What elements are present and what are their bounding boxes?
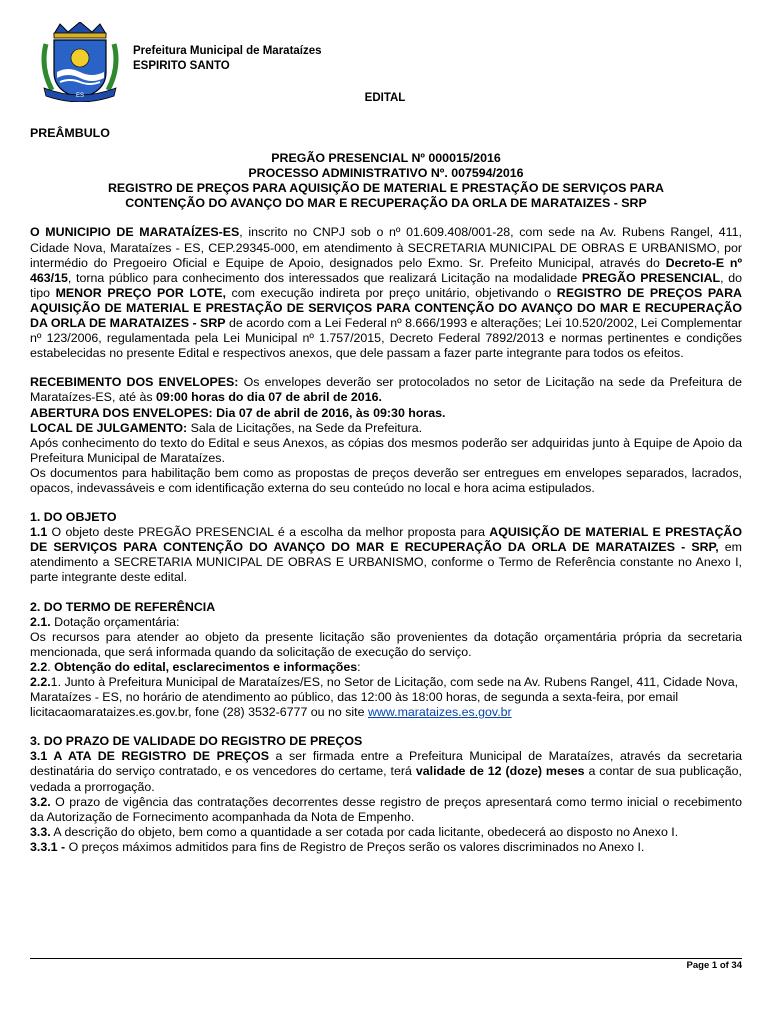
document-body	[30, 126, 742, 855]
section-heading-objeto: 1. DO OBJETO	[30, 510, 117, 525]
page-number: Page 1 of 34	[686, 960, 742, 971]
abertura-paragraph: ABERTURA DOS ENVELOPES: Dia 07 de abril de 2016, às 09:30 horas.	[30, 405, 446, 420]
item-2-2-1: 2.2.1. Junto à Prefeitura Municipal de Marataízes/ES, no Setor de Licitação, com sede na Av. Rubens Rangel, 411, Cidade Nova, Marataízes - ES, no horário de atendimento ao público, das 12:00 às 18:00 horas, de segunda a sexta-feira, por email licitacaomarataizes.es.gov.br, fone (28) 3532-6777 ou no site www.marataizes.es.gov.br	[30, 675, 739, 720]
item-3-3: 3.3. A descrição do objeto, bem como a quantidade a ser cotada por cada licitante, obedecerá ao disposto no Anexo I.	[30, 824, 679, 839]
item-2-2: 2.2. Obtenção do edital, esclarecimentos e informações:	[30, 659, 361, 674]
objeto-paragraph: 1.1 O objeto deste PREGÃO PRESENCIAL é a escolha da melhor proposta para AQUISIÇÃO DE MATERIAL E PRESTAÇÃO DE SERVIÇOS PARA CONTENÇÃO DO AVANÇO DO MAR E RECUPERAÇÃO DA ORLA DE MARATAIZES - SRP, em atendimento a SECRETARIA MUNICIPAL DE OBRAS E URBANISMO, conforme o Termo de Referência constante no Anexo I, parte integrante deste edital.	[30, 525, 742, 585]
title-line: CONTENÇÃO DO AVANÇO DO MAR E RECUPERAÇÃO DA ORLA DE MARATAIZES - SRP	[125, 196, 647, 211]
item-3-2: 3.2. O prazo de vigência das contratações decorrentes desse registro de preços apresentará como termo inicial o recebimento da Autorização de Fornecimento acompanhada da Nota de Empenho.	[30, 794, 742, 824]
svg-text:ES: ES	[75, 93, 85, 99]
item-2-1: 2.1. Dotação orçamentária:	[30, 614, 180, 629]
coat-of-arms-icon	[38, 22, 122, 102]
documentos-paragraph: Os documentos para habilitação bem como as propostas de preços deverão ser entregues em envelopes separados, lacrados, opacos, indevassáveis e com identificação externa do seu conteúdo no local e hora acima estipulados.	[30, 465, 742, 495]
title-line: PROCESSO ADMINISTRATIVO Nº. 007594/2016	[248, 166, 524, 181]
item-3-1: 3.1 A ATA DE REGISTRO DE PREÇOS a ser firmada entre a Prefeitura Municipal de Marataízes, através da secretaria destinatária do serviço contratado, e os vencedores do certame, terá validade de 12 (doze) meses a contar de sua publicação, vedada a prorrogação.	[30, 749, 742, 794]
section-heading-termo: 2. DO TERMO DE REFERÊNCIA	[30, 599, 216, 614]
section-heading-prazo: 3. DO PRAZO DE VALIDADE DO REGISTRO DE PREÇOS	[30, 734, 363, 749]
local-paragraph: LOCAL DE JULGAMENTO: Sala de Licitações, na Sede da Prefeitura.	[30, 420, 423, 435]
org-block	[133, 44, 322, 74]
website-link[interactable]: www.marataizes.es.gov.br	[367, 705, 512, 720]
state-name: ESPIRITO SANTO	[133, 60, 230, 72]
apos-paragraph: Após conhecimento do texto do Edital e seus Anexos, as cópias dos mesmos poderão ser adquiridas junto à Equipe de Apoio da Prefeitura Municipal de Marataízes.	[30, 435, 742, 465]
recebimento-paragraph: RECEBIMENTO DOS ENVELOPES: Os envelopes deverão ser protocolados no setor de Licitação na sede da Prefeitura de Marataízes-ES, até às 09:00 horas do dia 07 de abril de 2016.	[30, 375, 743, 405]
preambulo-paragraph: O MUNICIPIO DE MARATAÍZES-ES, inscrito no CNPJ sob o nº 01.609.408/001-28, com sede na Av. Rubens Rangel, 411, Cidade Nova, Marataízes - ES, CEP.29345-000, em atendimento à SECRETARIA MUNICIPAL DE OBRAS E URBANISMO, por intermédio do Pregoeiro Oficial e Equipe de Apoio, designados pelo Exmo. Sr. Prefeito Municipal, através do Decreto-E nº 463/15, torna público para conhecimento dos interessados que realizará Licitação na modalidade PREGÃO PRESENCIAL, do tipo MENOR PREÇO POR LOTE, com execução indireta por preço unitário, objetivando o REGISTRO DE PREÇOS PARA AQUISIÇÃO DE MATERIAL E PRESTAÇÃO DE SERVIÇOS PARA CONTENÇÃO DO AVANÇO DO MAR E RECUPERAÇÃO DA ORLA DE MARATAIZES - SRP de acordo com a Lei Federal nº 8.666/1993 e alterações; Lei 10.520/2002, Lei Complementar nº 123/2006, regulamentada pela Lei Municipal nº 1.757/2015, Decreto Federal 7892/2013 e normas pertinentes e condições estabelecidas no presente Edital e respectivos anexos, que dele passam a fazer parte integrante para todos os efeitos.	[30, 225, 743, 361]
document-header	[38, 22, 738, 102]
item-2-1-text: Os recursos para atender ao objeto da presente licitação são provenientes da dotação orçamentária própria da secretaria mencionada, que será informada quando da solicitação de execução do serviço.	[30, 629, 742, 659]
org-name: Prefeitura Municipal de Marataízes	[133, 45, 322, 57]
preambulo-heading: PREÂMBULO	[30, 126, 110, 140]
title-line: REGISTRO DE PREÇOS PARA AQUISIÇÃO DE MATERIAL E PRESTAÇÃO DE SERVIÇOS PARA	[107, 181, 665, 196]
title-line: PREGÃO PRESENCIAL Nº 000015/2016	[271, 151, 501, 166]
footer-divider	[30, 958, 742, 959]
document-title: EDITAL	[364, 92, 406, 104]
item-3-3-1: 3.3.1 - O preços máximos admitidos para fins de Registro de Preços serão os valores discriminados no Anexo I.	[30, 839, 645, 854]
